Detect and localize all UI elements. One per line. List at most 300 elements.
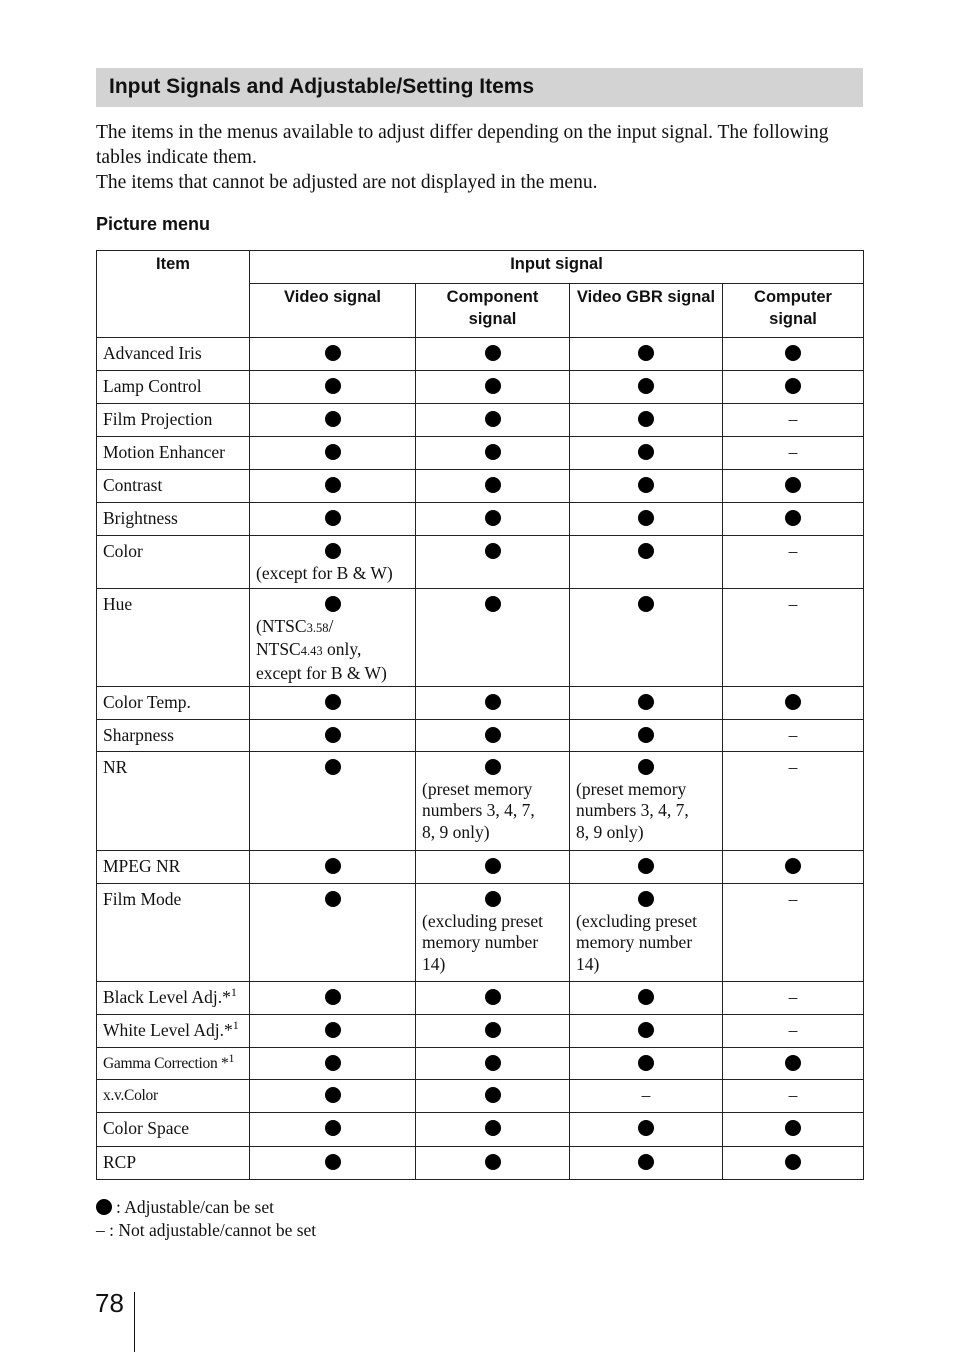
filled-circle-icon — [325, 1087, 341, 1103]
signal-cell — [416, 752, 570, 851]
dash-symbol: – — [788, 409, 798, 429]
table-row — [97, 982, 864, 1015]
column-header-line: Component — [446, 288, 539, 306]
item-cell — [97, 589, 250, 687]
item-cell — [97, 720, 250, 752]
footnote-marker: 1 — [230, 985, 237, 1000]
table-row — [97, 752, 864, 851]
filled-circle-icon — [325, 858, 341, 874]
signal-cell — [723, 687, 864, 720]
filled-circle-icon — [638, 596, 654, 612]
signal-cell — [416, 851, 570, 884]
filled-circle-icon — [638, 727, 654, 743]
item-cell — [97, 1113, 250, 1147]
table-row — [97, 720, 864, 752]
legend-adjustable — [96, 1196, 316, 1219]
mark-wrap — [325, 856, 341, 876]
signal-cell — [250, 536, 416, 589]
item-cell — [97, 752, 250, 851]
table-row — [97, 1113, 864, 1147]
signal-cell — [723, 851, 864, 884]
mark-wrap — [485, 541, 501, 561]
mark-wrap — [485, 856, 501, 876]
mark-wrap — [325, 889, 341, 909]
mark-wrap — [485, 1152, 501, 1172]
mark-wrap — [576, 757, 716, 779]
mark-wrap — [789, 594, 798, 614]
note-text: NTSC — [256, 639, 301, 659]
mark-wrap — [576, 889, 716, 911]
item-header: Item — [97, 251, 250, 338]
mark-wrap — [256, 541, 409, 563]
cell-note: except for B & W) — [256, 662, 387, 683]
signal-cell — [250, 1048, 416, 1080]
mark-wrap — [785, 1152, 801, 1172]
signal-cell — [416, 536, 570, 589]
mark-wrap — [325, 508, 341, 528]
signal-cell — [250, 752, 416, 851]
signal-cell — [250, 687, 416, 720]
signal-cell — [250, 851, 416, 884]
mark-wrap — [785, 1053, 801, 1073]
intro-paragraph-1: The items in the menus available to adjust differ depending on the input signal. The following tables indicate them. — [96, 122, 829, 168]
mark-wrap — [325, 1085, 341, 1105]
filled-circle-icon — [325, 1055, 341, 1071]
note-subscript: 4.43 — [300, 644, 323, 658]
dash-symbol: – — [788, 889, 798, 909]
signal-cell — [250, 503, 416, 536]
signal-cell — [250, 589, 416, 687]
column-header — [723, 284, 864, 338]
mark-wrap — [789, 541, 798, 561]
filled-circle-icon — [325, 694, 341, 710]
signal-cell — [723, 1080, 864, 1113]
signal-cell — [416, 470, 570, 503]
filled-circle-icon — [785, 1154, 801, 1170]
item-label: Color Space — [103, 1118, 190, 1138]
item-label: Motion Enhancer — [103, 442, 225, 462]
filled-circle-icon — [638, 378, 654, 394]
mark-wrap — [325, 1053, 341, 1073]
signal-cell — [723, 371, 864, 404]
mark-wrap — [785, 475, 801, 495]
item-cell — [97, 470, 250, 503]
table-row — [97, 687, 864, 720]
table-row — [97, 851, 864, 884]
signal-cell — [250, 338, 416, 371]
mark-wrap — [485, 508, 501, 528]
mark-wrap — [485, 1085, 501, 1105]
cell-note: numbers 3, 4, 7, — [422, 800, 535, 820]
cell-note: memory number — [422, 932, 539, 952]
signal-cell — [570, 1113, 723, 1147]
item-label: Film Mode — [103, 889, 182, 909]
filled-circle-icon — [638, 411, 654, 427]
mark-wrap — [485, 409, 501, 429]
filled-circle-icon — [485, 1087, 501, 1103]
picture-menu-table — [96, 250, 864, 1180]
intro-text — [96, 120, 876, 195]
filled-circle-icon — [485, 543, 501, 559]
item-label: Hue — [103, 594, 133, 614]
mark-wrap — [638, 725, 654, 745]
mark-wrap — [485, 987, 501, 1007]
item-cell — [97, 1147, 250, 1180]
signal-cell — [250, 1113, 416, 1147]
item-label: White Level Adj.* — [103, 1020, 233, 1040]
table-row — [97, 338, 864, 371]
column-header-line: Video signal — [284, 288, 381, 306]
cell-note: 14) — [422, 953, 446, 974]
cell-note — [256, 616, 409, 640]
filled-circle-icon — [325, 411, 341, 427]
item-label: Color Temp. — [103, 692, 191, 712]
filled-circle-icon — [325, 1154, 341, 1170]
item-label: Lamp Control — [103, 376, 202, 396]
table-row — [97, 536, 864, 589]
filled-circle-icon — [638, 543, 654, 559]
signal-cell — [250, 437, 416, 470]
signal-cell — [723, 982, 864, 1015]
mark-wrap — [325, 442, 341, 462]
item-cell — [97, 982, 250, 1015]
mark-wrap — [485, 1020, 501, 1040]
filled-circle-icon — [485, 858, 501, 874]
signal-cell — [570, 752, 723, 851]
signal-cell — [416, 589, 570, 687]
footnote-marker: 1 — [232, 1018, 239, 1033]
signal-cell — [570, 884, 723, 982]
table-row — [97, 437, 864, 470]
signal-cell — [570, 1015, 723, 1048]
filled-circle-icon — [485, 1055, 501, 1071]
filled-circle-icon — [638, 477, 654, 493]
filled-circle-icon — [485, 1154, 501, 1170]
mark-wrap — [485, 594, 501, 614]
mark-wrap — [325, 1118, 341, 1138]
signal-cell — [250, 982, 416, 1015]
signal-cell — [250, 1015, 416, 1048]
mark-wrap — [638, 1118, 654, 1138]
filled-circle-icon — [325, 378, 341, 394]
item-label: Contrast — [103, 475, 163, 495]
filled-circle-icon — [638, 989, 654, 1005]
mark-wrap — [325, 725, 341, 745]
filled-circle-icon — [485, 345, 501, 361]
dash-symbol: – — [788, 541, 798, 561]
mark-wrap — [325, 1020, 341, 1040]
footnote-marker: 1 — [228, 1050, 235, 1065]
cell-note: memory number — [576, 932, 693, 952]
filled-circle-icon — [638, 510, 654, 526]
input-signal-header: Input signal — [250, 251, 864, 284]
signal-cell — [250, 720, 416, 752]
filled-circle-icon — [785, 1055, 801, 1071]
filled-circle-icon — [638, 694, 654, 710]
item-label: Color — [103, 541, 143, 561]
note-text: / — [328, 615, 334, 636]
mark-wrap — [642, 1085, 651, 1105]
mark-wrap — [485, 1053, 501, 1073]
signal-cell — [570, 437, 723, 470]
mark-wrap — [638, 442, 654, 462]
filled-circle-icon — [485, 477, 501, 493]
mark-wrap — [789, 442, 798, 462]
dash-symbol: – — [788, 594, 798, 614]
filled-circle-icon — [485, 510, 501, 526]
signal-cell — [570, 503, 723, 536]
signal-cell — [723, 1113, 864, 1147]
filled-circle-icon — [325, 759, 341, 775]
filled-circle-icon — [785, 378, 801, 394]
filled-circle-icon — [638, 1120, 654, 1136]
signal-cell — [416, 884, 570, 982]
item-label: RCP — [103, 1152, 137, 1172]
signal-cell — [723, 503, 864, 536]
signal-cell — [416, 982, 570, 1015]
filled-circle-icon — [638, 444, 654, 460]
table-row — [97, 1015, 864, 1048]
signal-cell — [416, 371, 570, 404]
dash-symbol: – — [788, 1020, 798, 1040]
cell-note: 14) — [576, 953, 600, 974]
cell-note: (preset memory — [422, 778, 533, 799]
item-label: Black Level Adj.* — [103, 987, 231, 1007]
cell-note: (excluding preset — [422, 910, 543, 931]
signal-cell — [570, 338, 723, 371]
mark-wrap — [485, 442, 501, 462]
signal-cell — [416, 1080, 570, 1113]
signal-cell — [250, 371, 416, 404]
filled-circle-icon — [785, 345, 801, 361]
signal-cell — [723, 1147, 864, 1180]
page-number: 78 — [95, 1288, 124, 1318]
mark-wrap — [638, 541, 654, 561]
cell-note: (preset memory — [576, 778, 687, 799]
dash-symbol: – — [788, 442, 798, 462]
dash-symbol: – — [641, 1085, 651, 1105]
filled-circle-icon — [325, 345, 341, 361]
signal-cell — [570, 1080, 723, 1113]
signal-cell — [416, 720, 570, 752]
signal-cell — [416, 404, 570, 437]
item-label: MPEG NR — [103, 856, 181, 876]
signal-cell — [250, 404, 416, 437]
filled-circle-icon — [485, 378, 501, 394]
mark-wrap — [325, 757, 341, 777]
signal-cell — [570, 371, 723, 404]
mark-wrap — [785, 343, 801, 363]
signal-cell — [570, 1147, 723, 1180]
signal-cell — [416, 503, 570, 536]
item-cell — [97, 437, 250, 470]
mark-wrap — [789, 889, 798, 909]
filled-circle-icon — [638, 1154, 654, 1170]
cell-note: (excluding preset — [576, 910, 697, 931]
table-row — [97, 1048, 864, 1080]
signal-cell — [723, 1015, 864, 1048]
legend — [96, 1196, 316, 1242]
column-header-line: Computer — [754, 288, 832, 306]
table-row — [97, 371, 864, 404]
item-label: NR — [103, 757, 128, 777]
filled-circle-icon — [485, 1120, 501, 1136]
column-header-line: signal — [468, 310, 517, 328]
mark-wrap — [785, 692, 801, 712]
signal-cell — [723, 536, 864, 589]
note-text: (NTSC — [256, 615, 307, 636]
mark-wrap — [789, 409, 798, 429]
filled-circle-icon — [638, 1022, 654, 1038]
filled-circle-icon — [485, 444, 501, 460]
signal-cell — [416, 1015, 570, 1048]
filled-circle-icon — [638, 1055, 654, 1071]
column-header — [416, 284, 570, 338]
filled-circle-icon — [325, 727, 341, 743]
filled-circle-icon — [485, 411, 501, 427]
signal-cell — [570, 536, 723, 589]
mark-wrap — [638, 1053, 654, 1073]
mark-wrap — [422, 757, 563, 779]
mark-wrap — [325, 692, 341, 712]
filled-circle-icon — [638, 858, 654, 874]
legend-not-adjustable — [96, 1219, 316, 1242]
filled-circle-icon — [325, 477, 341, 493]
mark-wrap — [789, 1085, 798, 1105]
filled-circle-icon — [485, 596, 501, 612]
column-header-line: Video GBR signal — [576, 288, 716, 306]
filled-circle-icon — [485, 1022, 501, 1038]
signal-cell — [723, 437, 864, 470]
signal-cell — [570, 589, 723, 687]
dash-symbol: – — [96, 1220, 105, 1240]
table-row — [97, 404, 864, 437]
item-cell — [97, 338, 250, 371]
item-label: Sharpness — [103, 725, 174, 745]
mark-wrap — [325, 343, 341, 363]
item-cell — [97, 503, 250, 536]
signal-cell — [250, 1147, 416, 1180]
signal-cell — [570, 720, 723, 752]
table-row — [97, 1080, 864, 1113]
signal-cell — [723, 404, 864, 437]
mark-wrap — [789, 1020, 798, 1040]
dash-symbol: – — [788, 987, 798, 1007]
item-cell — [97, 1080, 250, 1113]
filled-circle-icon — [325, 1120, 341, 1136]
mark-wrap — [638, 409, 654, 429]
dash-symbol: – — [788, 725, 798, 745]
mark-wrap — [325, 376, 341, 396]
item-cell — [97, 404, 250, 437]
cell-note: 8, 9 only) — [422, 821, 490, 842]
intro-paragraph-2: The items that cannot be adjusted are not displayed in the menu. — [96, 172, 598, 193]
cell-note: numbers 3, 4, 7, — [576, 800, 689, 820]
filled-circle-icon — [485, 694, 501, 710]
mark-wrap — [638, 475, 654, 495]
mark-wrap — [638, 987, 654, 1007]
mark-wrap — [638, 1152, 654, 1172]
mark-wrap — [485, 692, 501, 712]
filled-circle-icon — [785, 858, 801, 874]
column-header — [250, 284, 416, 338]
mark-wrap — [485, 475, 501, 495]
table-row — [97, 884, 864, 982]
filled-circle-icon — [325, 989, 341, 1005]
filled-circle-icon — [485, 891, 501, 907]
note-text: only, — [322, 639, 362, 659]
signal-cell — [570, 982, 723, 1015]
signal-cell — [250, 1080, 416, 1113]
cell-note — [256, 639, 409, 663]
item-cell — [97, 687, 250, 720]
filled-circle-icon — [325, 543, 341, 559]
item-label: x.v.Color — [103, 1087, 158, 1104]
signal-cell — [723, 752, 864, 851]
filled-circle-icon — [325, 444, 341, 460]
mark-wrap — [485, 1118, 501, 1138]
mark-wrap — [638, 692, 654, 712]
mark-wrap — [789, 757, 798, 777]
mark-wrap — [638, 594, 654, 614]
filled-circle-icon — [325, 891, 341, 907]
cell-note: 8, 9 only) — [576, 821, 644, 842]
filled-circle-icon — [325, 510, 341, 526]
mark-wrap — [785, 856, 801, 876]
filled-circle-icon — [785, 694, 801, 710]
mark-wrap — [485, 376, 501, 396]
mark-wrap — [789, 725, 798, 745]
cell-note: (except for B & W) — [256, 562, 393, 583]
subsection-title: Picture menu — [96, 214, 211, 234]
mark-wrap — [638, 1020, 654, 1040]
mark-wrap — [785, 1118, 801, 1138]
page-rule — [134, 1292, 135, 1352]
mark-wrap — [638, 856, 654, 876]
signal-cell — [416, 338, 570, 371]
filled-circle-icon — [485, 759, 501, 775]
filled-circle-icon — [638, 759, 654, 775]
signal-cell — [723, 1048, 864, 1080]
dash-symbol: – — [788, 757, 798, 777]
item-label: Gamma Correction * — [103, 1055, 229, 1072]
item-cell — [97, 371, 250, 404]
signal-cell — [570, 470, 723, 503]
mark-wrap — [785, 508, 801, 528]
signal-cell — [723, 720, 864, 752]
mark-wrap — [256, 594, 409, 616]
section-title: Input Signals and Adjustable/Setting Items — [109, 75, 535, 98]
mark-wrap — [785, 376, 801, 396]
signal-cell — [416, 1113, 570, 1147]
signal-cell — [723, 338, 864, 371]
signal-cell — [570, 687, 723, 720]
item-cell — [97, 1048, 250, 1080]
signal-cell — [250, 470, 416, 503]
legend-not-adjustable-text: : Not adjustable/cannot be set — [104, 1220, 317, 1240]
mark-wrap — [422, 889, 563, 911]
mark-wrap — [325, 475, 341, 495]
filled-circle-icon — [485, 989, 501, 1005]
filled-circle-icon — [325, 596, 341, 612]
signal-cell — [250, 884, 416, 982]
signal-cell — [723, 589, 864, 687]
item-label: Brightness — [103, 508, 178, 528]
item-cell — [97, 851, 250, 884]
item-label: Film Projection — [103, 409, 213, 429]
filled-circle-icon — [785, 510, 801, 526]
signal-cell — [723, 470, 864, 503]
